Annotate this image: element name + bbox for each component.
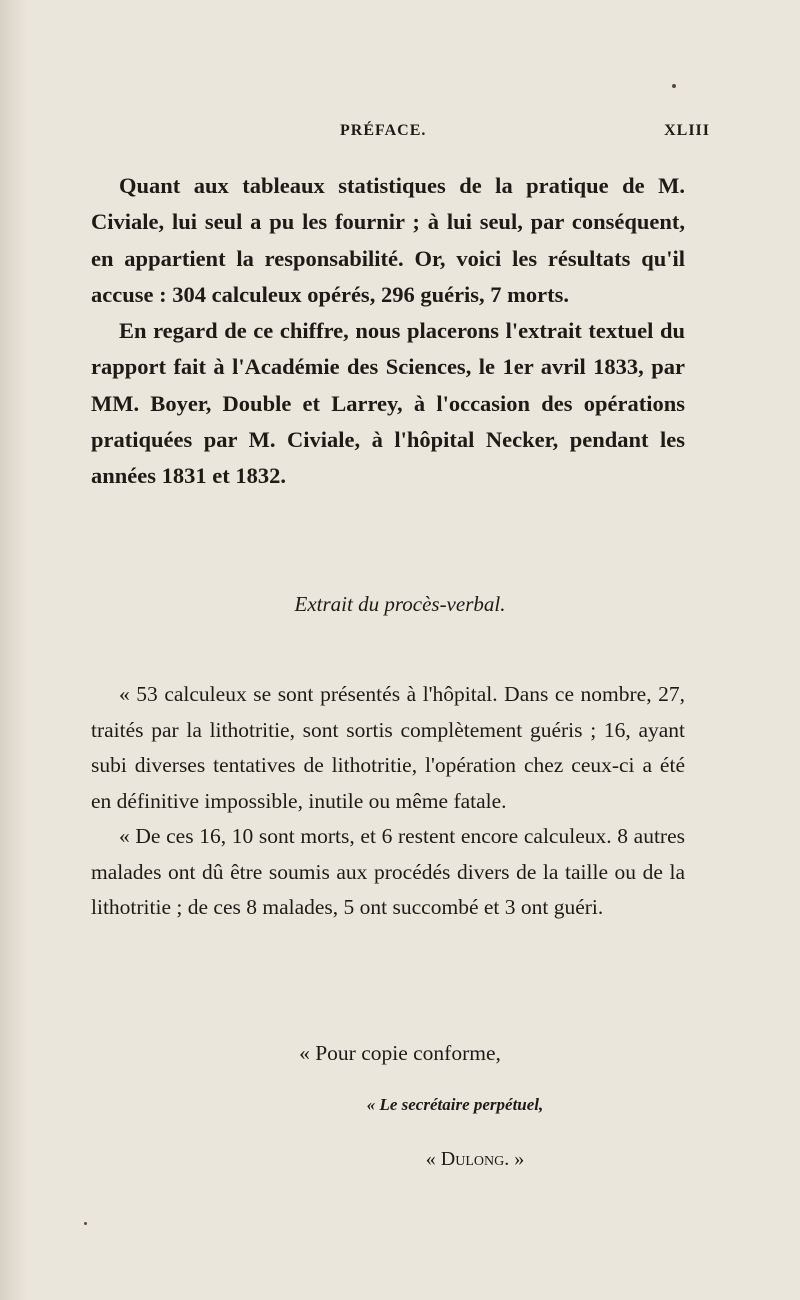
paragraph-2: En regard de ce chiffre, nous placerons l'extrait textuel du rapport fait à l'Académie des Sciences, le 1er avril 1833, par MM. Boyer, Double et Larrey, à l'occasion des opérations pratiquées par M. Civiale, à l'hôpital Necker, pendant les années 1831 et 1832.: [91, 318, 685, 489]
header-title: PRÉFACE.: [340, 122, 427, 139]
signature-line-3: « Dulong. »: [425, 1148, 525, 1170]
extract-title: Extrait du procès-verbal.: [294, 592, 506, 616]
paragraph-1: Quant aux tableaux statistiques de la pratique de M. Civiale, lui seul a pu les fournir ; à lui seul, par conséquent, en appartient la responsabilité. Or, voici les résultats qu'il accuse : 304 calculeux opérés, 296 guéris, 7 morts.: [91, 173, 685, 307]
extract-text: [91, 677, 685, 926]
running-header: [340, 122, 710, 140]
extract-paragraph-1: « 53 calculeux se sont présentés à l'hôpital. Dans ce nombre, 27, traités par la lithotritie, sont sortis complètement guéris ; 16, ayant subi diverses tentatives de lithotritie, l'opération chez ceux-ci a été en définitive impossible, inutile ou même fatale.: [91, 682, 685, 813]
signature-line-2: « Le secrétaire perpétuel,: [366, 1095, 544, 1114]
ink-speck: [84, 1222, 87, 1225]
page-number: XLIII: [664, 122, 710, 139]
extract-paragraph-2: « De ces 16, 10 sont morts, et 6 restent encore calculeux. 8 autres malades ont dû être soumis aux procédés divers de la taille ou de la lithotritie ; de ces 8 malades, 5 ont succombé et 3 ont guéri.: [91, 824, 685, 919]
signature-line-1: « Pour copie conforme,: [299, 1041, 501, 1065]
main-text: [91, 168, 685, 495]
ink-speck: [672, 84, 676, 88]
